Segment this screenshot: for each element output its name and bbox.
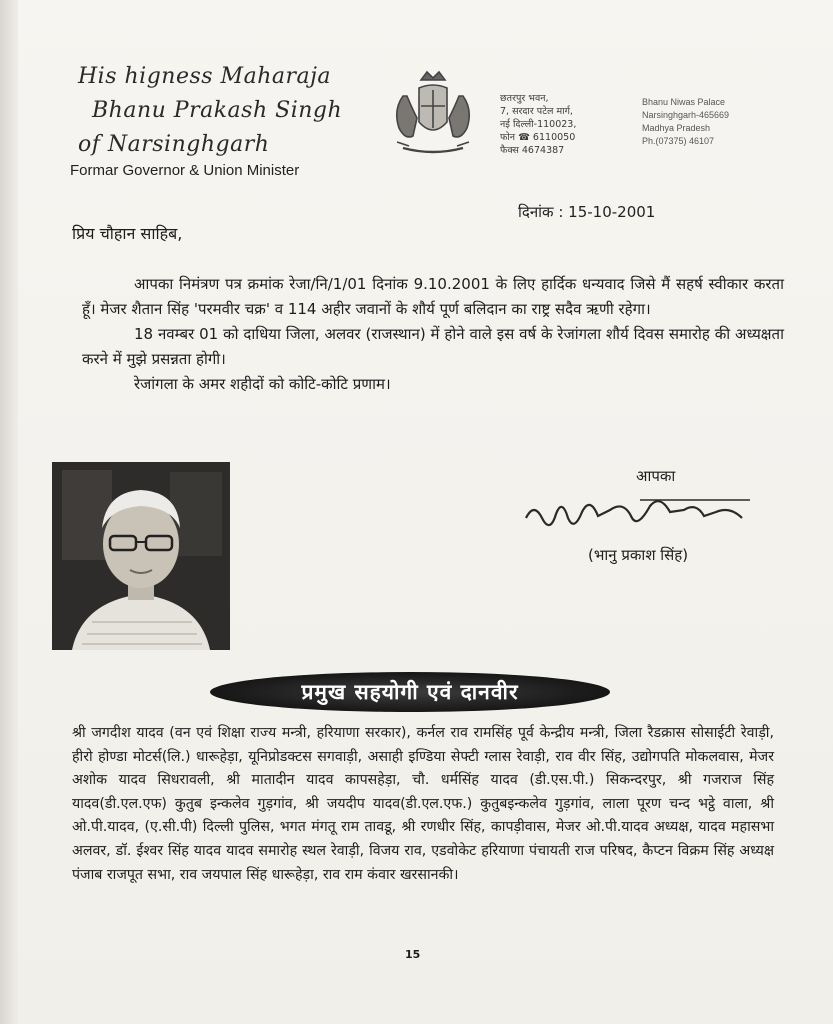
address-phone: फोन ☎ 6110050 (500, 132, 576, 143)
address-line: Bhanu Niwas Palace (642, 97, 726, 107)
salutation: प्रिय चौहान साहिब, (72, 224, 183, 243)
signatory-name: (भानु प्रकाश सिंह) (588, 546, 689, 564)
handwritten-signature (520, 488, 750, 538)
letterhead-name (78, 60, 378, 162)
portrait-figure-icon (52, 462, 230, 650)
portrait-photo (52, 462, 230, 650)
address-mp (642, 96, 772, 148)
letter-paragraph-2: 18 नवम्बर 01 को दाधिया जिला, अलवर (राजस्थान) में होने वाले इस वर्ष के रेजांगला शौर्य दिवस समारोह की अध्यक्षता करने में मुझे प्रसन्नता होगी। (82, 325, 784, 368)
donors-list: श्री जगदीश यादव (वन एवं शिक्षा राज्य मन्त्री, हरियाणा सरकार), कर्नल राव रामसिंह पूर्व केन्द्रीय मन्त्री, जिला रैडक्रास सोसाईटी रेवाड़ी, हीरो होण्डा मोटर्स(लि.) धारूहेड़ा, यूनिप्रोडक्टस सगवाड़ी, असाही इण्डिया सेफ्टी ग्लास रेवाड़ी, राव वीर सिंह, उद्योगपति मोकलवास, मेजर अशोक यादव सिधरावली, श्री मातादीन यादव कापसहेड़ा, चौ. धर्मसिंह यादव (डी.एस.पी.) सिकन्दरपुर, श्री गजराज सिंह यादव(डी.एल.एफ) कुतुब इन्कलेव गुड़गांव, श्री जयदीप यादव(डी.एल.एफ.) कुतुबइन्कलेव गुड़गांव, लाला पूरण चन्द भट्ठे वाला, श्री ओ.पी.यादव, (ए.सी.पी) दिल्ली पुलिस, भगत मंगतू राम तावडू, श्री रणधीर सिंह, कापड़ीवास, मेजर ओ.पी.यादव अध्यक्ष, यादव महासभा अलवर, डॉ. ईश्वर सिंह यादव यादव समारोह स्थल रेवाड़ी, विजय राव, एडवोकेट हरियाणा पंचायती राज परिषद, कैप्टन विक्रम सिंह अध्यक्ष पंजाब राजपूत सभा, राव जयपाल सिंह धारूहेड़ा, राव राम कंवार खरसानकी। (72, 725, 774, 883)
page-fold-shadow (0, 0, 18, 1024)
royal-coat-of-arms-icon (383, 66, 483, 166)
page-number: 15 (405, 948, 421, 961)
address-line: Narsinghgarh-465669 (642, 110, 730, 120)
letter-paragraph-3: रेजांगला के अमर शहीदों को कोटि-कोटि प्रणाम। (134, 375, 391, 393)
address-line: 7, सरदार पटेल मार्ग, (500, 106, 573, 117)
letterhead-name-line-1: His higness Maharaja (78, 64, 332, 89)
section-banner: प्रमुख सहयोगी एवं दानवीर (210, 672, 610, 712)
address-fax: फैक्स 4674387 (500, 145, 565, 156)
address-phone: Ph.(07375) 46107 (642, 136, 715, 146)
letterhead-name-line-2: Bhanu Prakash Singh (92, 98, 343, 123)
letter-paragraph-1: आपका निमंत्रण पत्र क्रमांक रेजा/नि/1/01 दिनांक 9.10.2001 के लिए हार्दिक धन्यवाद जिसे मैं सहर्ष स्वीकार करता हूँ। मेजर शैतान सिंह 'परमवीर चक्र' व 114 अहीर जवानों के शौर्य पूर्ण बलिदान का राष्ट्र सदैव ऋणी रहेगा। (82, 275, 784, 318)
address-delhi (500, 92, 630, 157)
letter-date: दिनांक : 15-10-2001 (518, 203, 656, 221)
address-line: नई दिल्ली-110023, (500, 119, 577, 130)
letterhead-title: Formar Governor & Union Minister (70, 162, 300, 179)
letter-closing: आपका (636, 467, 676, 485)
letter-body (82, 272, 784, 397)
address-line: छतरपुर भवन, (500, 93, 549, 104)
letterhead-name-line-3: of Narsinghgarh (78, 132, 270, 157)
address-line: Madhya Pradesh (642, 123, 711, 133)
